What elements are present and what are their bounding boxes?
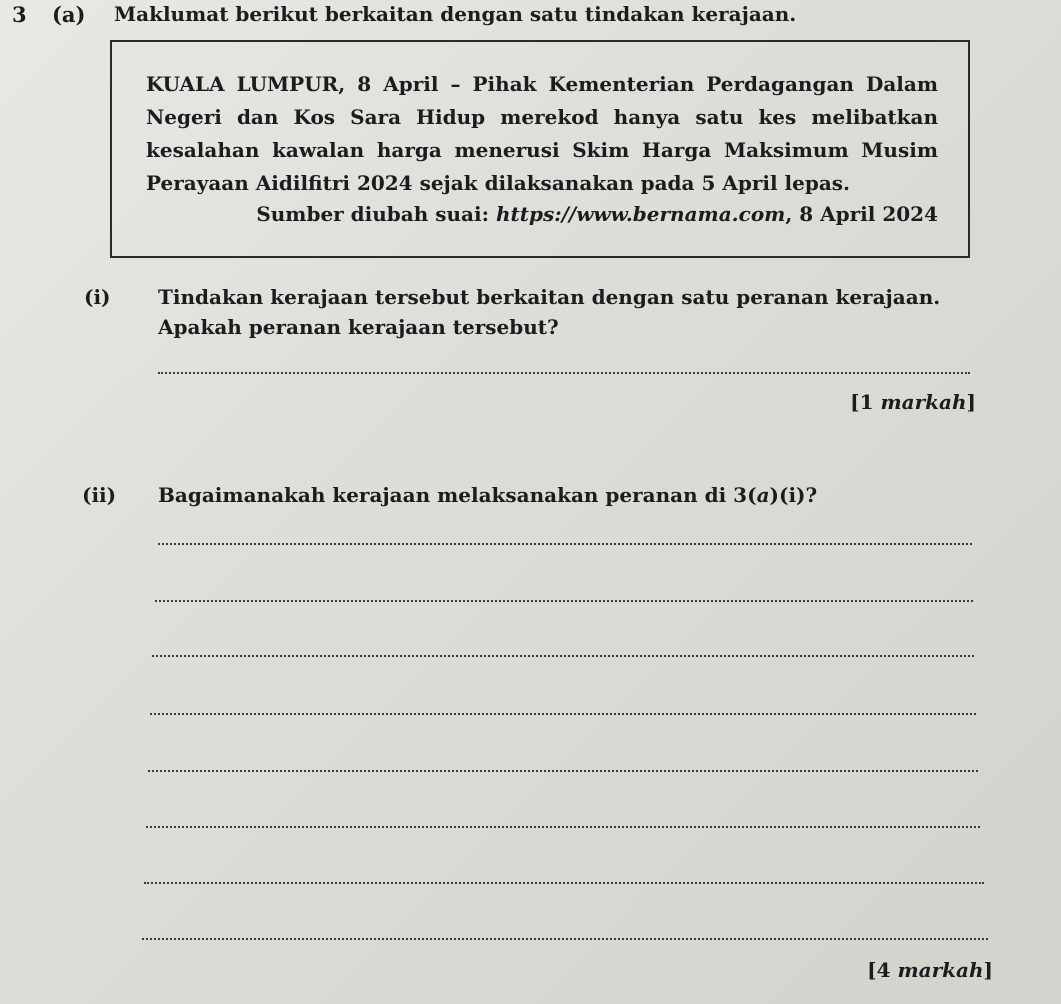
- source-date: , 8 April 2024: [785, 202, 938, 226]
- news-excerpt: KUALA LUMPUR, 8 April – Pihak Kementerian Perdagangan Dalam Negeri dan Kos Sara Hidup merekod hanya satu kes melibatkan kesalahan kawalan harga menerusi Skim Harga Maksimum Musim Perayaan Aidilfitri 2024 sejak dilaksanakan pada 5 April lepas.: [146, 72, 938, 195]
- part-i-marks: [1 markah]: [850, 390, 976, 414]
- question-intro: Maklumat berikut berkaitan dengan satu tindakan kerajaan.: [114, 2, 797, 26]
- news-source-box: [110, 40, 970, 258]
- question-part-label: (a): [52, 2, 86, 27]
- part-ii-answer-line[interactable]: [155, 600, 973, 602]
- part-ii-question: Bagaimanakah kerajaan melaksanakan peranan di 3(a)(i)?: [158, 483, 818, 507]
- part-i-question-line2: Apakah peranan kerajaan tersebut?: [158, 315, 559, 339]
- part-ii-answer-line[interactable]: [152, 655, 974, 657]
- part-ii-answer-line[interactable]: [144, 882, 984, 884]
- part-ii-label: (ii): [82, 483, 117, 507]
- part-i-label: (i): [84, 285, 111, 309]
- part-ii-answer-line[interactable]: [148, 770, 978, 772]
- source-label: Sumber diubah suai:: [256, 202, 489, 226]
- question-number: 3: [12, 2, 27, 27]
- part-ii-answer-line[interactable]: [158, 543, 972, 545]
- part-ii-marks: [4 markah]: [867, 958, 993, 982]
- source-url: https://www.bernama.com: [495, 202, 786, 226]
- part-ii-answer-line[interactable]: [150, 713, 976, 715]
- part-ii-answer-line[interactable]: [146, 826, 980, 828]
- part-i-answer-line[interactable]: [158, 372, 970, 374]
- part-i-question-line1: Tindakan kerajaan tersebut berkaitan dengan satu peranan kerajaan.: [158, 285, 941, 309]
- source-citation: [256, 202, 938, 226]
- part-ii-answer-line[interactable]: [142, 938, 988, 940]
